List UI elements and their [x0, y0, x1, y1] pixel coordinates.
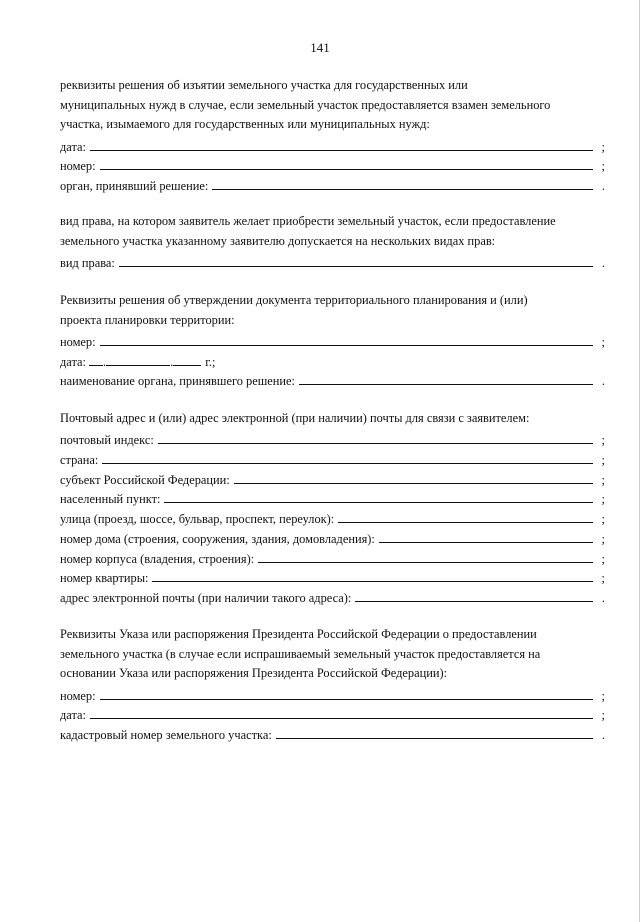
authority-blank-line[interactable] [212, 176, 593, 190]
intro-line: Реквизиты решения об утверждении документа территориального планирования и (или) [60, 293, 528, 307]
postal-index-blank-line[interactable] [158, 430, 593, 444]
date-blank-line[interactable] [90, 705, 593, 719]
field-house-number [60, 527, 605, 547]
field-label: номер: [60, 688, 96, 703]
intro-line: участка, изымаемого для государственных или муниципальных нужд: [60, 117, 430, 132]
field-authority-name [60, 370, 605, 390]
field-terminator: ; [601, 531, 605, 546]
year-suffix: г.; [205, 354, 216, 369]
field-label: орган, принявший решение: [60, 179, 209, 194]
field-terminator: ; [601, 453, 605, 468]
field-country [60, 448, 605, 468]
field-label: дата: [60, 708, 86, 723]
section-president-decree [60, 625, 605, 743]
field-label: кадастровый номер земельного участка: [60, 728, 272, 743]
intro-line: проекта планировки территории: [60, 312, 235, 327]
field-label: дата: [60, 354, 86, 369]
locality-blank-line[interactable] [164, 489, 593, 503]
field-locality [60, 488, 605, 508]
day-blank-line[interactable] [89, 352, 103, 366]
field-date [60, 704, 605, 724]
region-blank-line[interactable] [234, 470, 593, 484]
intro-line: земельного участка указанному заявителю допускается на нескольких видах прав: [60, 233, 496, 248]
country-blank-line[interactable] [102, 450, 593, 464]
date-separator: . [103, 354, 107, 369]
intro-line: вид права, на котором заявитель желает приобрести земельный участок, если предоставление [60, 214, 556, 228]
field-label: дата: [60, 139, 86, 154]
field-label: почтовый индекс: [60, 433, 154, 448]
field-label: населенный пункт: [60, 492, 161, 507]
field-cadastral-number [60, 723, 605, 743]
field-label: номер дома (строения, сооружения, здания, домовладения): [60, 531, 375, 546]
authority-blank-line[interactable] [299, 371, 593, 385]
intro-line: муниципальных нужд в случае, если земельный участок предоставляется взамен земельного [60, 97, 551, 112]
field-terminator: . [601, 256, 605, 271]
house-number-blank-line[interactable] [379, 529, 593, 543]
section-planning-decision [60, 291, 605, 389]
field-terminator: ; [601, 472, 605, 487]
number-blank-line[interactable] [100, 332, 593, 346]
date-separator: . [170, 354, 174, 369]
right-type-blank-line[interactable] [119, 253, 593, 267]
intro-line: основании Указа или распоряжения Президента Российской Федерации): [60, 666, 448, 681]
field-label: адрес электронной почты (при наличии такого адреса): [60, 590, 352, 605]
intro-line: реквизиты решения об изъятии земельного участка для государственных или [60, 78, 468, 92]
month-blank-line[interactable] [106, 352, 170, 366]
field-terminator: ; [601, 512, 605, 527]
field-terminator: ; [601, 159, 605, 174]
field-terminator: . [601, 590, 605, 605]
intro-line: Реквизиты Указа или распоряжения Президента Российской Федерации о предоставлении [60, 627, 537, 641]
field-terminator: . [601, 374, 605, 389]
section-right-type [60, 212, 605, 271]
field-label: номер корпуса (владения, строения): [60, 551, 255, 566]
field-label: улица (проезд, шоссе, бульвар, проспект, переулок): [60, 512, 335, 527]
field-terminator: ; [601, 492, 605, 507]
number-blank-line[interactable] [100, 686, 593, 700]
field-label: субъект Российской Федерации: [60, 472, 230, 487]
field-label: наименование органа, принявшего решение: [60, 374, 295, 389]
section-postal-address [60, 409, 605, 606]
field-number [60, 684, 605, 704]
field-terminator: ; [601, 139, 605, 154]
field-building-number [60, 547, 605, 567]
field-right-type [60, 251, 605, 271]
field-email [60, 586, 605, 606]
intro-line: земельного участка (в случае если испрашиваемый земельный участок предоставляется на [60, 646, 541, 661]
field-authority [60, 174, 605, 194]
street-blank-line[interactable] [338, 509, 593, 523]
email-blank-line[interactable] [355, 588, 593, 602]
field-label: страна: [60, 453, 99, 468]
field-postal-index [60, 429, 605, 449]
field-terminator: ; [601, 571, 605, 586]
field-terminator: ; [601, 708, 605, 723]
field-number [60, 155, 605, 175]
field-label: номер квартиры: [60, 571, 149, 586]
field-label: вид права: [60, 256, 115, 271]
number-blank-line[interactable] [100, 156, 593, 170]
page-number: 141 [310, 40, 330, 55]
building-number-blank-line[interactable] [258, 549, 593, 563]
apartment-number-blank-line[interactable] [152, 568, 593, 582]
intro-line: Почтовый адрес и (или) адрес электронной (при наличии) почты для связи с заявителем: [60, 411, 530, 425]
field-number [60, 330, 605, 350]
field-date [60, 135, 605, 155]
year-blank-line[interactable] [173, 352, 201, 366]
field-terminator: ; [601, 433, 605, 448]
field-terminator: ; [601, 551, 605, 566]
field-label: номер: [60, 159, 96, 174]
field-terminator: ; [601, 688, 605, 703]
section-seizure-decision [60, 76, 605, 194]
field-apartment-number [60, 567, 605, 587]
field-region [60, 468, 605, 488]
field-terminator: . [601, 728, 605, 743]
field-date [60, 350, 605, 370]
field-label: номер: [60, 335, 96, 350]
field-street [60, 507, 605, 527]
date-blank-line[interactable] [90, 137, 593, 151]
cadastral-number-blank-line[interactable] [276, 725, 593, 739]
field-terminator: . [601, 179, 605, 194]
field-terminator: ; [601, 335, 605, 350]
